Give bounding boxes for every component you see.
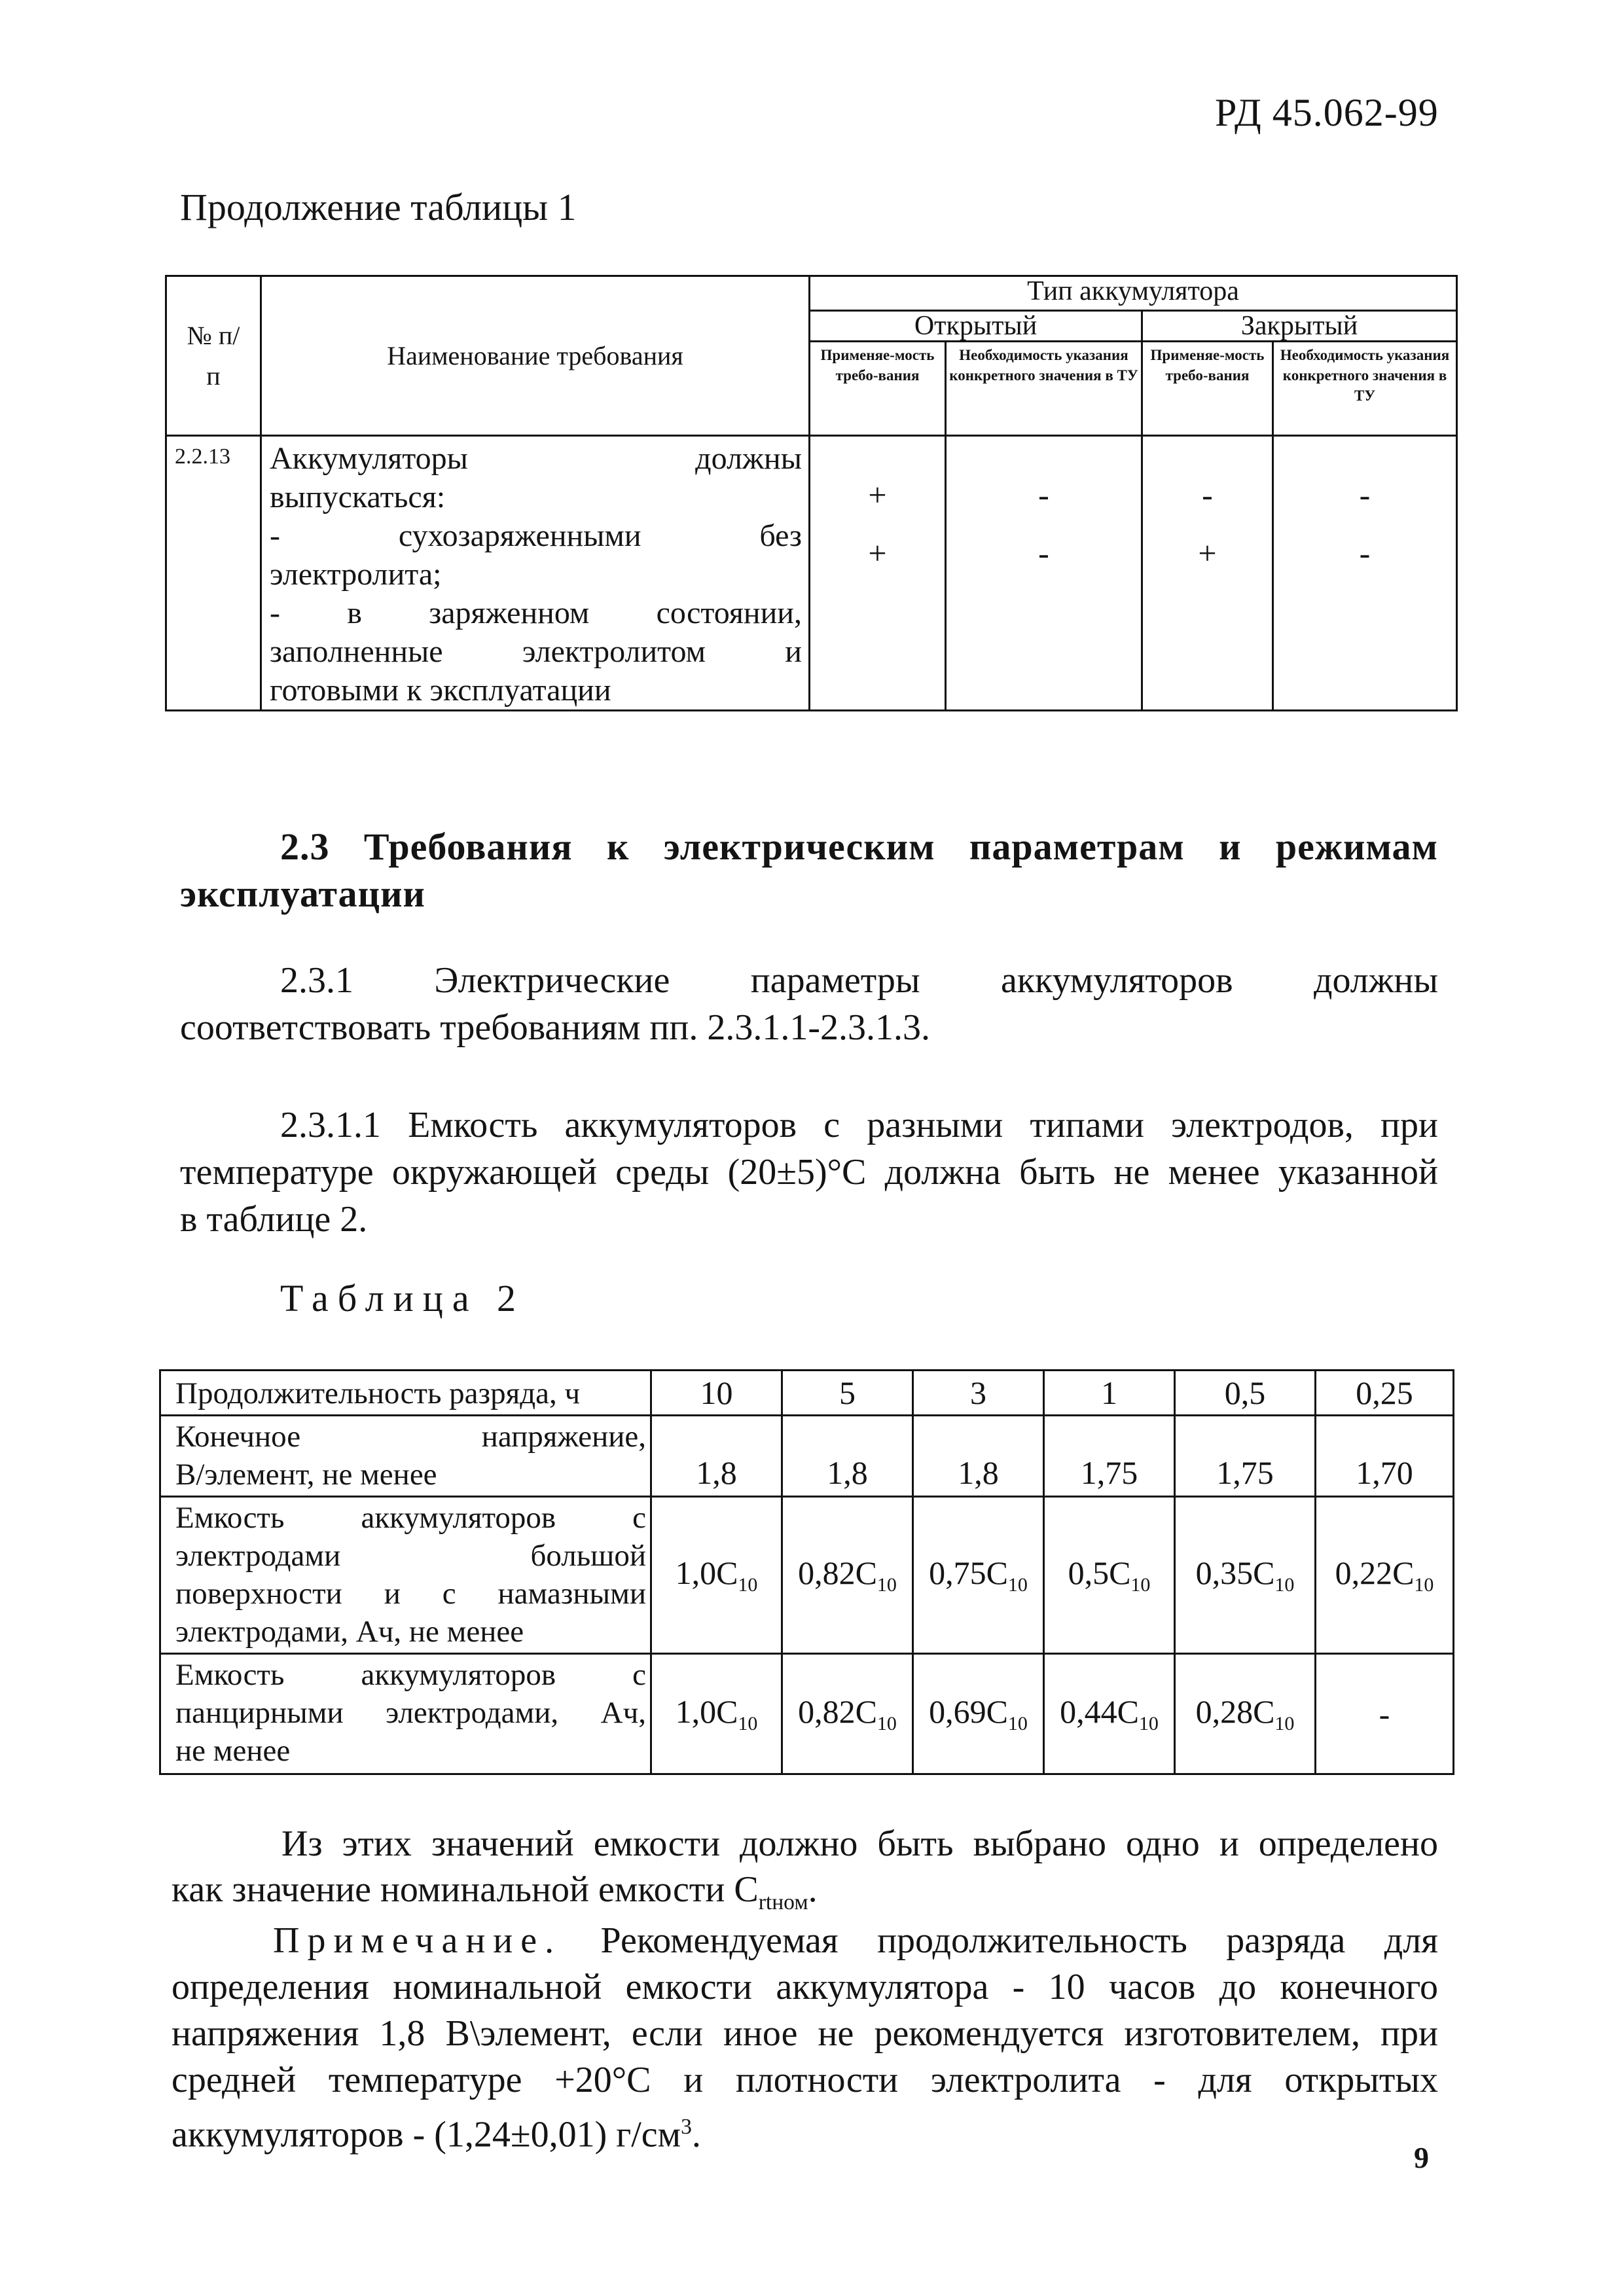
capacity-cell: $0,75C_{10}$ [913, 1497, 1044, 1654]
col-number-header: № п/п [166, 276, 261, 436]
col-name-header: Наименование требования [261, 276, 810, 436]
voltage-row-label: Конечное напряжение, В/элемент, не менее [160, 1416, 651, 1497]
closed-necessity-header: Необходимость указания конкретного значения в ТУ [1273, 342, 1457, 436]
capacity-cell: - [1316, 1654, 1454, 1774]
voltage-cell: 1,8 [913, 1416, 1044, 1497]
open-type-header: Открытый [810, 311, 1142, 342]
duration-cell: 3 [913, 1371, 1044, 1416]
voltage-cell: 1,70 [1316, 1416, 1454, 1497]
nominal-capacity-paragraph: Из этих значений емкости должно быть выбрано одно и определено как значение номинальной емкости $C_{rtном}$. [171, 1823, 1438, 1915]
closed-type-header: Закрытый [1142, 311, 1457, 342]
note-paragraph: Примечание. Рекомендуемая продолжительность разряда для определения номинальной емкости аккумулятора - 10 часов до конечного напряжения 1,8 В\элемент, если иное не рекомендуется изготовителем, при средней температуре +20°С и плотности электролита - для открытых аккумуляторов - (1,24±0,01) $г/см^3$. [171, 1920, 1438, 2155]
document-code: РД 45.062-99 [1215, 91, 1439, 134]
duration-cell: 0,25 [1316, 1371, 1454, 1416]
armored-row-label: Емкость аккумуляторов с панцирными электродами, Ач, не менее [160, 1654, 651, 1774]
duration-cell: 1 [1044, 1371, 1175, 1416]
voltage-cell: 1,8 [782, 1416, 913, 1497]
row-number: 2.2.13 [166, 436, 261, 711]
requirements-table [165, 275, 1458, 711]
capacity-cell: $0,44C_{10}$ [1044, 1654, 1175, 1774]
duration-header: Продолжительность разряда, ч [160, 1371, 651, 1416]
voltage-cell: 1,75 [1175, 1416, 1316, 1497]
capacity-cell: $0,82C_{10}$ [782, 1497, 913, 1654]
duration-cell: 0,5 [1175, 1371, 1316, 1416]
closed-necessity-cell: - - [1273, 436, 1457, 711]
open-applicability-cell: + + [810, 436, 946, 711]
duration-cell: 5 [782, 1371, 913, 1416]
capacity-cell: $0,5C_{10}$ [1044, 1497, 1175, 1654]
closed-applicability-header: Применяе-мость требо-вания [1142, 342, 1273, 436]
table2-caption: Таблица 2 [280, 1277, 526, 1319]
section-heading: 2.3 Требования к электрическим параметрам и режимам эксплуатации [180, 825, 1438, 915]
paragraph-2-3-1-1: 2.3.1.1 Емкость аккумуляторов с разными типами электродов, при температуре окружающей среды (20±5)°С должна быть не менее указанной в таблице 2. [180, 1105, 1438, 1240]
requirement-text: Аккумуляторы должны выпускаться: - сухозаряженными без электролита; - в заряженном состоянии, заполненные электролитом и готовыми к эксплуатации [261, 436, 810, 711]
battery-type-header: Тип аккумулятора [810, 276, 1457, 311]
capacity-cell: $1,0C_{10}$ [651, 1654, 782, 1774]
note-label: Примечание. [273, 1920, 562, 1961]
capacity-cell: $0,35C_{10}$ [1175, 1497, 1316, 1654]
capacity-cell: $0,69C_{10}$ [913, 1654, 1044, 1774]
closed-applicability-cell: - + [1142, 436, 1273, 711]
page-number: 9 [1414, 2141, 1429, 2174]
open-applicability-header: Применяе-мость требо-вания [810, 342, 946, 436]
capacity-table [159, 1369, 1454, 1775]
large-surface-row-label: Емкость аккумуляторов с электродами большой поверхности и с намазными электродами, Ач, не менее [160, 1497, 651, 1654]
voltage-cell: 1,8 [651, 1416, 782, 1497]
paragraph-2-3-1: 2.3.1 Электрические параметры аккумуляторов должны соответствовать требованиям пп. 2.3.1.1-2.3.1.3. [180, 960, 1438, 1048]
open-necessity-header: Необходимость указания конкретного значения в ТУ [946, 342, 1142, 436]
table-continuation-title: Продолжение таблицы 1 [180, 186, 577, 228]
capacity-cell: $0,28C_{10}$ [1175, 1654, 1316, 1774]
capacity-cell: $0,82C_{10}$ [782, 1654, 913, 1774]
open-necessity-cell: - - [946, 436, 1142, 711]
voltage-cell: 1,75 [1044, 1416, 1175, 1497]
capacity-cell: $1,0C_{10}$ [651, 1497, 782, 1654]
duration-cell: 10 [651, 1371, 782, 1416]
capacity-cell: $0,22C_{10}$ [1316, 1497, 1454, 1654]
